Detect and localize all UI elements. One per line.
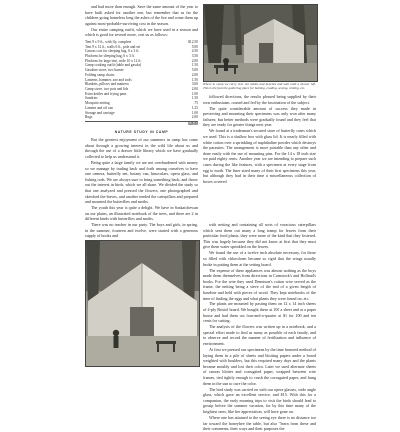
expense-row	[85, 115, 198, 120]
right-paragraph: Where one has attained to the seeing eye there is no distance too far toward the honeybee the table, but also "learn from these and their comments, their ways and their purposes the	[203, 414, 316, 432]
expense-label: Tent 9 x 9 ft., with fly, complete	[85, 39, 132, 44]
expense-amount: 5.00	[191, 68, 198, 73]
expense-amount: 4.50	[191, 49, 198, 54]
intro-paragraph: and had more than enough. Save the same amount of the year to have built asked for another one, but remember that as far the children going homeless long the ashes of the fire and come them up against most-probable-surviving cost in the season.	[85, 4, 198, 26]
large-tent-photo	[85, 240, 200, 367]
expense-amount: 2.00	[191, 115, 198, 120]
camp-tent-photo-image	[204, 5, 317, 81]
expense-table	[85, 40, 198, 127]
expense-amount: 3.00	[191, 82, 198, 87]
expense-label: Folding camp chairs	[85, 72, 115, 77]
expense-label: Storage and carriage	[85, 110, 115, 115]
expense-total-amount: $49.00	[188, 121, 198, 126]
nature-paragraph: There was no teacher in our party. The boys and girls, in spring, in the summer, fourteen and twelve, were started with a generous supply of books and	[85, 222, 198, 239]
expense-label: Camp cooking outfit (table and gasola)	[85, 63, 142, 68]
nature-paragraph: Being quite a large family we are not overburdened with money so we manage by trading back and forth among ourselves to have one camera, butterfly net, botany can, binoculars, opera glass, and fishing rods. We are always sure to bring something back, and throw out the interest in birds, which we all share. We divided the study so that one analyzed and pressed the flowers, one photographed and sketched the leaves, and another tended the caterpillars and prepared and mounted the butterflies and moths.	[85, 159, 198, 205]
right-paragraph: with netting and containing all sorts of voracious caterpillars which sent them out many a long tramp for leaves from their particular food plants, they were none of the kind that they fostered. This was largely because they did not know at first that they must give them water sprinkled on the leaves.	[203, 222, 316, 250]
expense-total-row	[85, 121, 198, 127]
expense-label: Platform for sleeping bag, 6 x 3 ft.	[85, 54, 135, 59]
nature-paragraph: The youth this year is quite a delight. We have in Saskatchewan on our plains, an illustrated notebook of the trees, and there are 2 in different kinds with butterflies and moths.	[85, 205, 198, 222]
middle-paragraph: The quite considerable amount of success they made in preserving and mounting their specimens was only won after many failures; but better methods were gradually found and they feel that they are ready for greater things next year.	[203, 105, 316, 128]
expense-amount: 2.00	[191, 86, 198, 91]
middle-paragraph: followed directions, the results pleased being supplied by their own enthusiasm, roused and fed by the fascination of the subject.	[203, 94, 316, 105]
left-column	[85, 4, 198, 238]
expense-total-label	[85, 122, 180, 127]
expense-label: Blankets, pillows and mattress	[85, 82, 129, 87]
expense-label: Camp stove, two pots and lids	[85, 86, 129, 91]
expense-amount: 1.00	[191, 110, 198, 115]
middle-column	[203, 94, 316, 222]
expense-label: Gasoline stove, two burner	[85, 68, 124, 73]
expense-label: Lanterns, hammer, axe and tools	[85, 77, 132, 82]
expense-amount: 1.25	[191, 105, 198, 110]
right-paragraph: At first we pressed our specimens by the time honored method of laying them in a pile of sheets and blotting papers under a board weighted with boulders, but this required many days and the plants became mouldy and lost their color. Later we used alternate sheets of canvas blotter and corrugated paper, wrapped between wire frames, tied tightly enough to crush the corrugated paper, and hung them in the sun to cure the color.	[203, 347, 316, 386]
right-column	[203, 222, 316, 432]
expense-amount: 2.00	[191, 72, 198, 77]
large-tent-photo-image	[86, 241, 199, 366]
expense-amount: $12.50	[188, 39, 198, 44]
bottom-photo-caption	[85, 367, 198, 397]
expense-label: Canvas cots for sleeping bag, 6 x 3 ft.	[85, 49, 140, 54]
intro-paragraph: Our entire camping outfit, which we have used in a season and which is good for several more, cost us as follows:	[85, 26, 198, 38]
nature-paragraph: But the greatest enjoyment of our summers in camp has come about through a growing interest in the wild life about us and through the use of a drawer little library which we have gradually collected to help us understand it.	[85, 137, 198, 159]
expense-amount: .75	[193, 101, 198, 106]
right-paragraph: The plants are mounted by pasting them on 12 x 14 inch sheets of 4-ply Bristol board. We bought these at 10¢ a sheet and at a paper house and had them cut four-and-a-quarter at $1 for 100 and ten cents for cutting.	[203, 301, 316, 324]
expense-label: Platform for large tent, wide 10 x 12 ft.	[85, 58, 142, 63]
expense-amount: 1.00	[191, 91, 198, 96]
right-paragraph: The bird study was carried on with our opera glasses, wide angle glass, which gave an excellent service, and $15. With this for a companion, the early morning trips to visit the birds should lead to gossip before the summer vacation, for by this time many of the brightest ones, like her appreciation, will have gone on.	[203, 386, 316, 414]
expense-label: Extra kettles and frying pans	[85, 91, 127, 96]
expense-amount: 1.50	[191, 63, 198, 68]
top-photo-caption: Where in camp we carry over our tables and benches and wait until a shower left. This is the favorite gathering place for bathing, reading, sewing, visiting, etc.	[203, 82, 316, 91]
expense-label: Mosquito netting	[85, 101, 110, 106]
expense-amount: 5.00	[191, 44, 198, 49]
camp-tent-photo	[203, 4, 318, 82]
middle-paragraph: We found at a tradesman's secured store of butterfly cases which we used. This is a shallow box with glass lid. It is nearly filled with white cotton over a sprinkling of naphthaline powder which destroys the parasites. The arrangement is more portable than any other and done easily with the use of mounting pins. For the 14 x 18 inch size we paid eighty cents. Another year we are intending to prepare such cases during the like features, with a specimen at every stage from egg to moth. The finer sized many of their first specimens this year, but although they had in their time a miscellaneous collection of boxes covered	[203, 128, 316, 184]
expense-amount: 2.00	[191, 58, 198, 63]
right-paragraph: We found the use of a twelve inch absolute necessary, for those so filled with chloroform became so rigid that the wings usually broke in putting them at the setting board.	[203, 250, 316, 267]
expense-label: Sundries	[85, 96, 98, 101]
expense-amount: 3.50	[191, 54, 198, 59]
right-paragraph: The analysis of the flowers was written up in a notebook, and a special effort made to find as many as possible of each family, and to observe and record the manner of fertilization and influence of environment.	[203, 324, 316, 347]
expense-label: Lantern and oil can	[85, 105, 113, 110]
expense-amount: 1.50	[191, 77, 198, 82]
right-paragraph: The expense of these appliances was almost nothing as the boys made them themselves from directions in Comstock's and Holland's books. For the wire they used Dennison's cotton wire served as the frame, the netting being a sieve of the end of a given length of baseline and held with pieces of wood. They kept notebooks of the time of finding the eggs and what plants they were found on, etc.	[203, 267, 316, 301]
expense-amount: 1.50	[191, 96, 198, 101]
expense-label: Tent 9 x 12 ft., walls 6 ft., pole and set	[85, 44, 141, 49]
expense-label: Rugs	[85, 115, 93, 120]
section-heading: NATURE STUDY IN CAMP	[114, 129, 169, 134]
